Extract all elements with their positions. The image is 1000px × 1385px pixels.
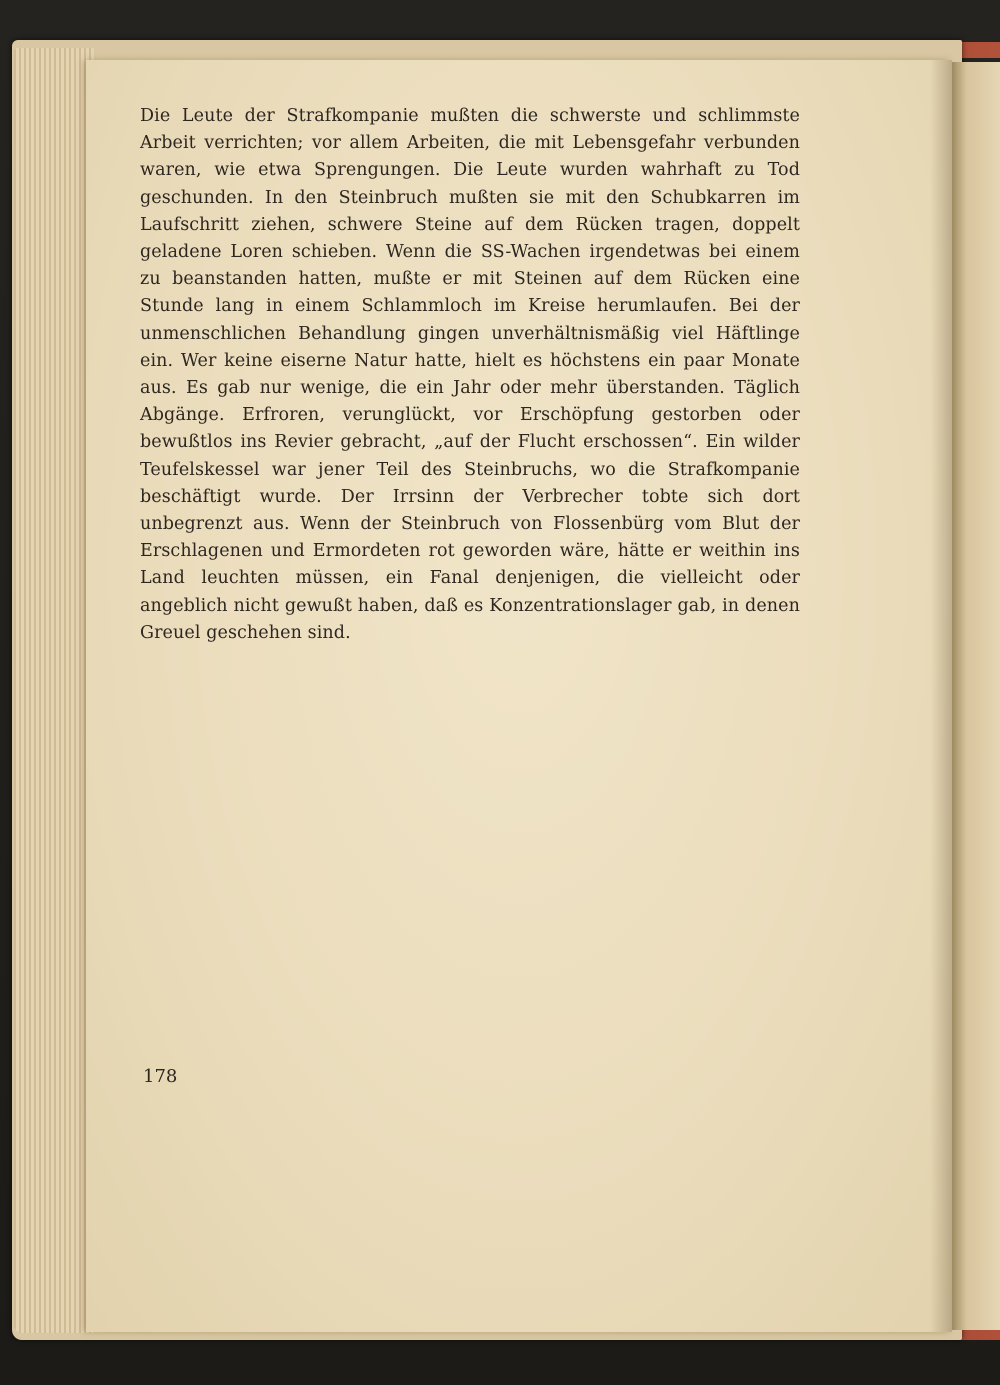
body-paragraph: Die Leute der Strafkompanie mußten die schwerste und schlimmste Arbeit verrichten; vor allem Arbeiten, die mit Lebensgefahr verbunden waren, wie etwa Sprengungen. Die Leute wurden wahrhaft zu Tod geschunden. In den Steinbruch mußten sie mit den Schubkarren im Laufschritt ziehen, schwere Steine auf dem Rücken tragen, doppelt geladene Loren schieben. Wenn die SS-Wachen irgendetwas bei einem zu beanstanden hatten, mußte er mit Steinen auf dem Rücken eine Stunde lang in einem Schlammloch im Kreise herumlaufen. Bei der unmenschlichen Behandlung gingen unverhältnismäßig viel Häftlinge ein. Wer keine eiserne Natur hatte, hielt es höchstens ein paar Monate aus. Es gab nur wenige, die ein Jahr oder mehr überstanden. Täglich Abgänge. Erfroren, verunglückt, vor Erschöpfung gestorben oder bewußtlos ins Revier gebracht, „auf der Flucht erschossen“. Ein wilder Teufelskessel war jener Teil des Steinbruchs, wo die Strafkompanie beschäftigt wurde. Der Irrsinn der Verbrecher tobte sich dort unbegrenzt aus. Wenn der Steinbruch von Flossenbürg vom Blut der Erschlagenen und Ermordeten rot geworden wäre, hätte er weithin ins Land leuchten müssen, ein Fanal denjenigen, die vielleicht oder angeblich nicht gewußt haben, daß es Konzentrationslager gab, in denen Greuel geschehen sind.	[140, 106, 800, 643]
spine-shadow	[930, 60, 952, 1332]
page-edges	[14, 48, 94, 1333]
facing-page-edge	[952, 62, 1000, 1330]
page-number: 178	[143, 1066, 178, 1087]
